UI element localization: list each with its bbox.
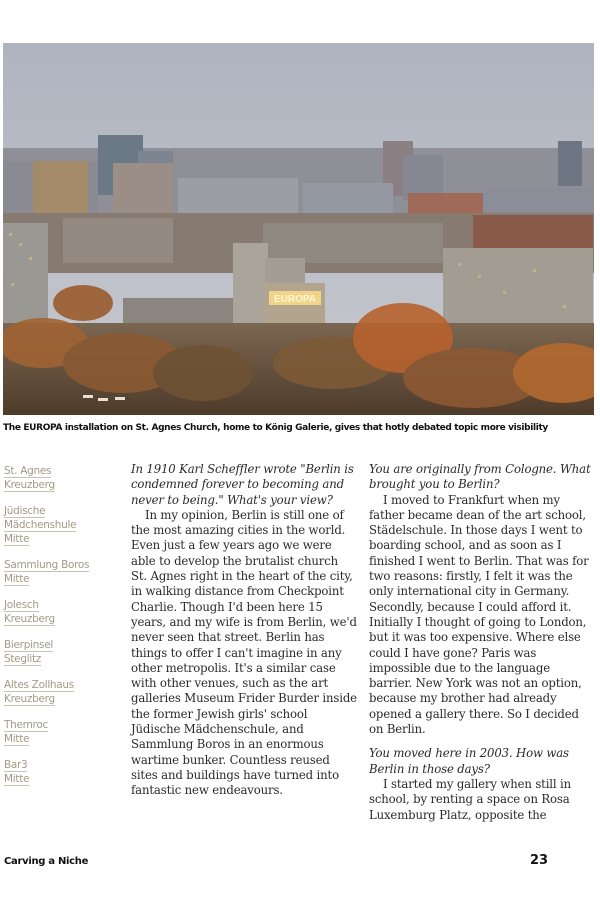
venue-district: Mitte xyxy=(4,733,30,745)
venue-item[interactable] xyxy=(4,718,114,746)
venue-district: Kreuzberg xyxy=(4,479,55,491)
interview-question: In 1910 Karl Scheffler wrote "Berlin is condemned forever to becoming and never to being." What's your view? xyxy=(131,462,354,507)
venue-name: Jolesch xyxy=(4,599,39,611)
venue-district: Mitte xyxy=(4,573,30,585)
venue-item[interactable] xyxy=(4,558,114,586)
interview-question: You moved here in 2003. How was Berlin in those days? xyxy=(369,746,569,776)
venue-district: Kreuzberg xyxy=(4,693,55,705)
venue-name: Bar3 xyxy=(4,759,28,771)
venue-item[interactable] xyxy=(4,598,114,626)
interview-question: You are originally from Cologne. What brought you to Berlin? xyxy=(369,462,591,492)
section-title: Carving a Niche xyxy=(4,856,89,867)
interview-answer: In my opinion, Berlin is still one of the most amazing cities in the world. Even just a few years ago we were able to develop the brutalist church St. Agnes right in the heart of the city, in walking distance from Checkpoint Charlie. Though I'd been here 15 years, and my wife is from Berlin, we'd never seen that street. Berlin has things to offer I can't imagine in any other metropolis. It's a similar case with other venues, such as the art galleries Museum Frider Burder inside the former Jewish girls' school Jüdische Mädchenschule, and Sammlung Boros in an enormous wartime bunker. Countless reused sites and buildings have turned into fantastic new endeavours. xyxy=(131,507,357,798)
photo-caption: The EUROPA installation on St. Agnes Church, home to König Galerie, gives that hotly debated topic more visibility xyxy=(3,423,548,433)
europa-sign-text: EUROPA xyxy=(273,294,317,305)
venue-item[interactable] xyxy=(4,504,114,546)
venue-item[interactable] xyxy=(4,464,114,492)
venue-district: Mitte xyxy=(4,773,30,785)
venue-district: Kreuzberg xyxy=(4,613,55,625)
article-column-1 xyxy=(131,462,357,799)
interview-answer: I started my gallery when still in school, by renting a space on Rosa Luxemburg Platz, opposite the xyxy=(369,776,572,822)
venue-name: Bierpinsel xyxy=(4,639,53,651)
city-panorama-image-icon xyxy=(3,43,594,415)
venue-district: Mitte xyxy=(4,533,30,545)
venue-name: Altes Zollhaus xyxy=(4,679,74,691)
page-number: 23 xyxy=(530,853,549,868)
interview-answer: I moved to Frankfurt when my father became dean of the art school, Städelschule. In those days I went to boarding school, and as soon as I finished I went to Berlin. That was for two reasons: firstly, I felt it was the only international city in Germany. Secondly, because I could afford it. Initially I thought of going to London, but it was too expensive. Where else could I have gone? Paris was impossible due to the language barrier. New York was not an option, because my brother had already opened a gallery there. So I decided on Berlin. xyxy=(369,492,589,737)
venue-item[interactable] xyxy=(4,638,114,666)
city-panorama-photo xyxy=(3,43,594,415)
venue-name: Sammlung Boros xyxy=(4,559,90,571)
venue-item[interactable] xyxy=(4,758,114,786)
venue-name: St. Agnes xyxy=(4,465,52,477)
venue-item[interactable] xyxy=(4,678,114,706)
venue-name: Themroc xyxy=(4,719,48,731)
venue-sidebar xyxy=(4,464,114,798)
article-column-2 xyxy=(369,462,595,823)
venue-district: Steglitz xyxy=(4,653,41,665)
venue-name: Jüdische Mädchenshule xyxy=(4,505,77,531)
